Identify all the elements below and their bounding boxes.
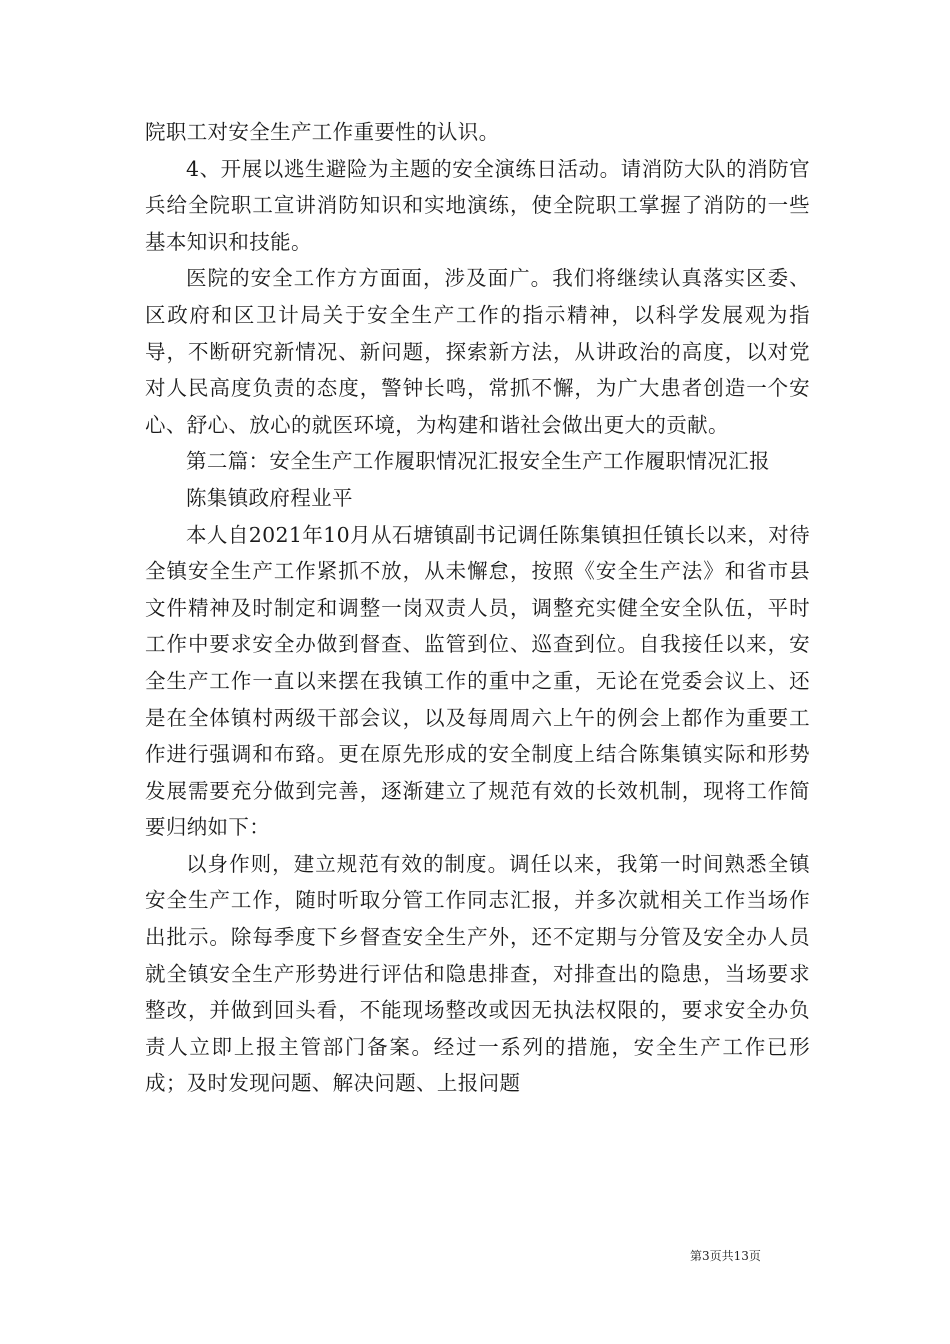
paragraph-intro: 本人自2021年10月从石塘镇副书记调任陈集镇担任镇长以来，对待全镇安全生产工作紧抓不放，从未懈怠，按照《安全生产法》和省市县文件精神及时制定和调整一岗双责人员，调整充实健全安全队伍，平时工作中要求安全办做到督查、监管到位、巡查到位。自我接任以来，安全生产工作一直以来摆在我镇工作的重中之重，无论在党委会议上、还是在全体镇村两级干部会议，以及每周周六上午的例会上都作为重要工作进行强调和布臵。更在原先形成的安全制度上结合陈集镇实际和形势发展需要充分做到完善，逐渐建立了规范有效的长效机制，现将工作简要归纳如下： [145, 522, 810, 840]
paragraph-conclusion: 医院的安全工作方方面面，涉及面广。我们将继续认真落实区委、区政府和区卫计局关于安全生产工作的指示精神，以科学发展观为指导，不断研究新情况、新问题，探索新方法，从讲政治的高度，以对党对人民高度负责的态度，警钟长鸣，常抓不懈，为广大患者创造一个安心、舒心、放心的就医环境，为构建和谐社会做出更大的贡献。 [145, 266, 810, 437]
paragraph-item-4: 4、开展以逃生避险为主题的安全演练日活动。请消防大队的消防官兵给全院职工宣讲消防知识和实地演练，使全院职工掌握了消防的一些基本知识和技能。 [145, 156, 810, 254]
document-body [145, 114, 810, 1102]
paragraph-continuation: 院职工对安全生产工作重要性的认识。 [145, 120, 500, 144]
section-heading: 第二篇：安全生产工作履职情况汇报安全生产工作履职情况汇报 [186, 449, 770, 474]
page-number: 第3页共13页 [690, 1249, 761, 1263]
author-line: 陈集镇政府程业平 [186, 485, 353, 510]
paragraph-lead-by-example: 以身作则，建立规范有效的制度。调任以来，我第一时间熟悉全镇安全生产工作，随时听取分管工作同志汇报，并多次就相关工作当场作出批示。除每季度下乡督查安全生产外，还不定期与分管及安全办人员就全镇安全生产形势进行评估和隐患排查，对排查出的隐患，当场要求整改，并做到回头看，不能现场整改或因无执法权限的，要求安全办负责人立即上报主管部门备案。经过一系列的措施，安全生产工作已形成；及时发现问题、解决问题、上报问题 [145, 851, 810, 1096]
